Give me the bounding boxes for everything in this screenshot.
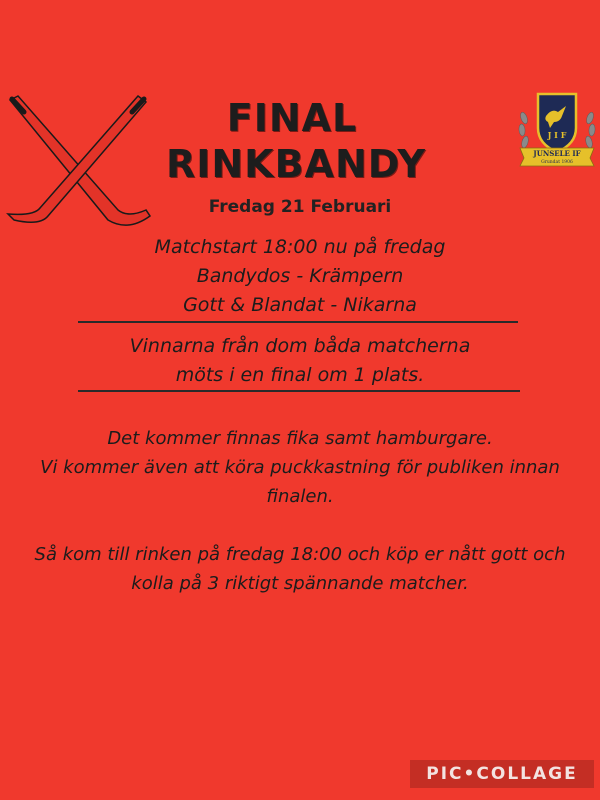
crest-founded: Grundat 1906	[541, 160, 573, 165]
piccollage-watermark: PIC•COLLAGE	[410, 760, 594, 788]
final-info-line-1: Vinnarna från dom båda matcherna	[129, 335, 471, 357]
club-crest-logo	[516, 88, 598, 170]
crest-club-name: JUNSELE IF	[533, 149, 581, 158]
info-line: finalen.	[266, 486, 334, 507]
match-1-line: Bandydos - Krämpern	[196, 265, 404, 287]
info-line: Vi kommer även att köra puckkastning för publiken innan	[40, 457, 560, 478]
match-start-line: Matchstart 18:00 nu på fredag	[154, 236, 446, 258]
event-date: Fredag 21 Februari	[208, 197, 392, 217]
divider	[78, 390, 520, 392]
divider	[78, 321, 518, 323]
info-paragraph-2	[0, 540, 600, 598]
info-line: kolla på 3 riktigt spännande matcher.	[131, 573, 469, 594]
info-line: Det kommer finnas fika samt hamburgare.	[107, 428, 493, 449]
title-rinkbandy: RINKBANDY	[165, 142, 427, 186]
final-info-line-2: möts i en final om 1 plats.	[175, 364, 425, 386]
match-2-line: Gott & Blandat - Nikarna	[183, 294, 417, 316]
info-paragraph-1	[0, 424, 600, 511]
crest-initials: J I F	[547, 130, 567, 140]
title-final: FINAL	[226, 96, 358, 140]
info-line: Så kom till rinken på fredag 18:00 och köp er nått gott och	[34, 544, 566, 565]
